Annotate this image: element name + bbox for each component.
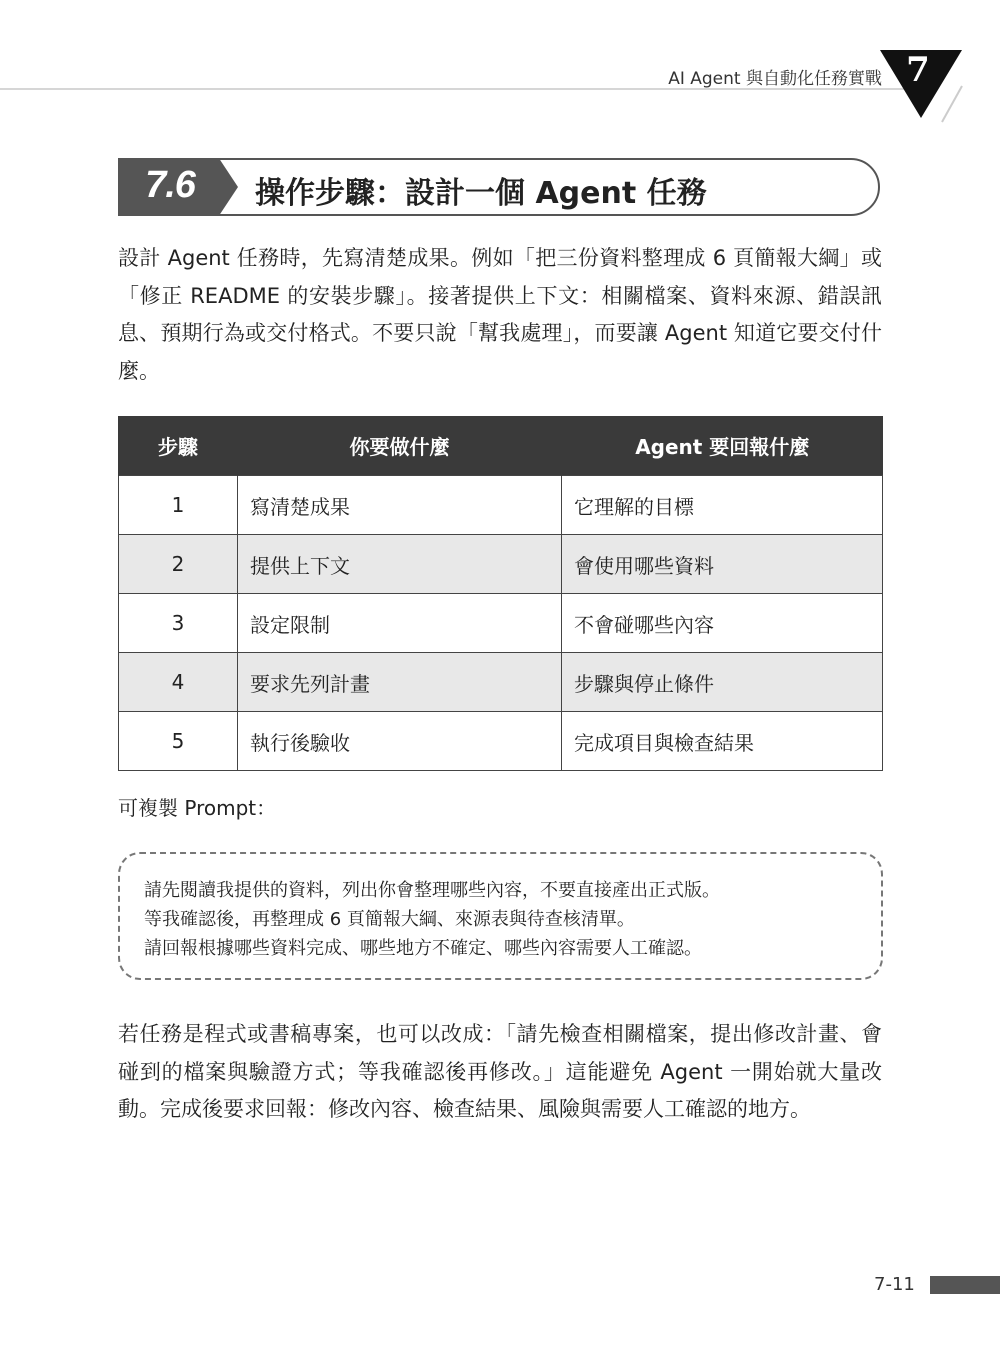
- table-row: [119, 535, 883, 594]
- step-report: 步驟與停止條件: [562, 653, 883, 712]
- section-number: 7.6: [145, 164, 195, 206]
- step-report: 不會碰哪些內容: [562, 594, 883, 653]
- step-number: 4: [119, 653, 238, 712]
- table-row: [119, 594, 883, 653]
- intro-paragraph: 設計 Agent 任務時，先寫清楚成果。例如「把三份資料整理成 6 頁簡報大綱」或「修正 README 的安裝步驟」。接著提供上下文：相關檔案、資料來源、錯誤訊息、預期行為或交付格式。不要只說「幫我處理」，而要讓 Agent 知道它要交付什麼。: [118, 246, 882, 383]
- prompt-line: 請先閱讀我提供的資料，列出你會整理哪些內容，不要直接產出正式版。: [144, 880, 720, 901]
- prompt-box[interactable]: [118, 852, 883, 980]
- step-action: 要求先列計畫: [238, 653, 562, 712]
- step-number: 5: [119, 712, 238, 771]
- step-number: 1: [119, 476, 238, 535]
- page-number-bar: [930, 1276, 1000, 1294]
- prompt-line: 等我確認後，再整理成 6 頁簡報大綱、來源表與待查核清單。: [144, 909, 635, 930]
- step-action: 提供上下文: [238, 535, 562, 594]
- steps-table: [118, 416, 883, 771]
- step-number: 3: [119, 594, 238, 653]
- header-do: 你要做什麼: [238, 416, 562, 476]
- page-number: 7-11: [874, 1274, 915, 1295]
- step-action: 設定限制: [238, 594, 562, 653]
- closing-paragraph: 若任務是程式或書稿專案，也可以改成：「請先檢查相關檔案，提出修改計畫、會碰到的檔案與驗證方式；等我確認後再修改。」這能避免 Agent 一開始就大量改動。完成後要求回報：修改內容、檢查結果、風險與需要人工確認的地方。: [118, 1022, 882, 1121]
- table-row: [119, 712, 883, 771]
- table-row: [119, 653, 883, 712]
- prompt-label: 可複製 Prompt：: [118, 796, 277, 820]
- header-step: 步驟: [119, 416, 238, 476]
- step-action: 執行後驗收: [238, 712, 562, 771]
- chapter-number: 7: [906, 50, 930, 90]
- running-header-title: AI Agent 與自動化任務實戰: [668, 69, 882, 89]
- table-header-row: [119, 416, 883, 476]
- table-row: [119, 476, 883, 535]
- step-action: 寫清楚成果: [238, 476, 562, 535]
- step-report: 它理解的目標: [562, 476, 883, 535]
- step-report: 會使用哪些資料: [562, 535, 883, 594]
- section-title: 操作步驟：設計一個 Agent 任務: [255, 176, 707, 211]
- header-report: Agent 要回報什麼: [562, 416, 883, 476]
- prompt-line: 請回報根據哪些資料完成、哪些地方不確定、哪些內容需要人工確認。: [144, 938, 702, 959]
- step-number: 2: [119, 535, 238, 594]
- step-report: 完成項目與檢查結果: [562, 712, 883, 771]
